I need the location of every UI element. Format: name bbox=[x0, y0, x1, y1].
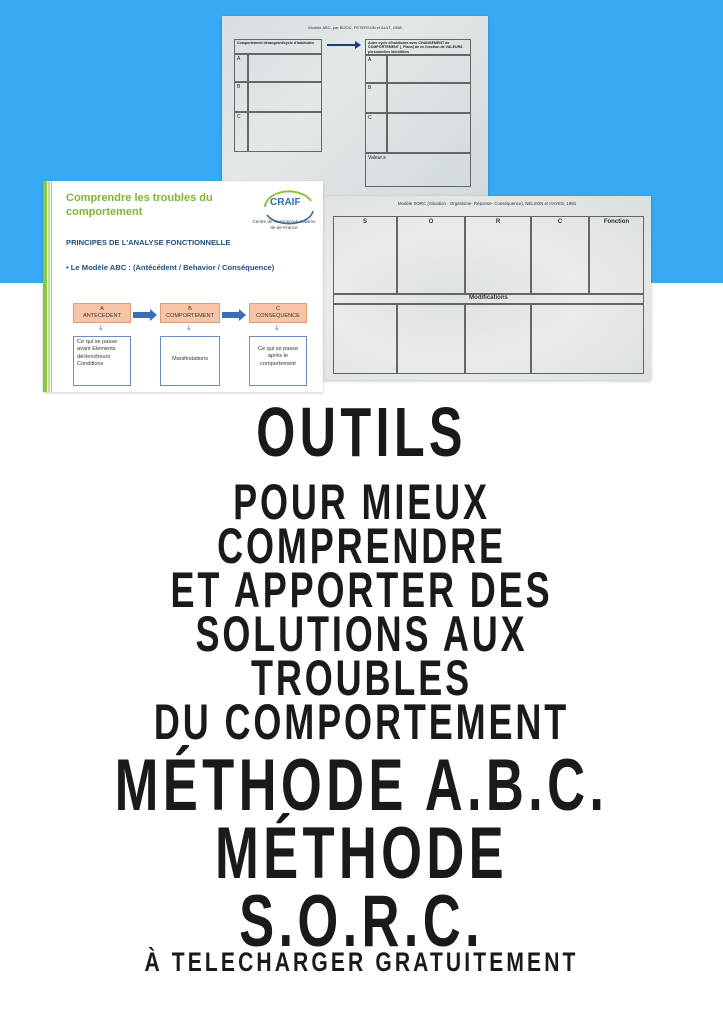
abc-box-a bbox=[73, 303, 131, 323]
abc-desc-a: Ce qui se passe avant Eléments déclencheurs Conditions bbox=[73, 336, 131, 386]
sorc-label-o: O bbox=[428, 219, 434, 225]
abc-left-header: Comportement dérangeant/cycle d'habitudes bbox=[234, 39, 322, 54]
abc-box-label: ANTECEDENT bbox=[83, 312, 121, 319]
abc-sheet-title: Modèle ABC, par BIJOU, PETERSON et AULT, 1968 bbox=[308, 25, 402, 30]
abc-values-row: Valeur.s bbox=[365, 153, 471, 187]
slide-title: Comprendre les troubles du comportement bbox=[66, 192, 213, 219]
subtitle-line: DU COMPORTEMENT bbox=[153, 694, 570, 750]
abc-desc-b: Manifestations bbox=[160, 336, 220, 386]
abc-right-cell-a bbox=[387, 55, 471, 83]
abc-arrow-line bbox=[327, 44, 357, 46]
abc-left-row-c: C bbox=[234, 112, 248, 152]
abc-box-label: CONSEQUENCE bbox=[256, 312, 300, 319]
abc-left-row-b: B bbox=[234, 82, 248, 112]
down-arrow-icon: ↓ bbox=[274, 324, 280, 332]
craif-logo-text: CRAIF bbox=[270, 197, 301, 208]
abc-box-b bbox=[160, 303, 220, 323]
sorc-col-fonction bbox=[589, 216, 644, 294]
method-abc: MÉTHODE A.B.C. bbox=[114, 745, 609, 826]
abc-arrow-head-icon bbox=[355, 41, 361, 49]
subtitle-line: POUR MIEUX COMPRENDRE bbox=[217, 474, 506, 574]
main-title: OUTILS bbox=[256, 393, 467, 471]
sorc-label-fonction: Fonction bbox=[603, 219, 630, 225]
abc-right-row-c: C bbox=[365, 113, 387, 153]
slide-bullet: • Le Modèle ABC : (Antécédent / Behavior / Conséquence) bbox=[66, 263, 275, 272]
sorc-label-s: S bbox=[362, 219, 367, 225]
subtitle-line: SOLUTIONS AUX TROUBLES bbox=[195, 606, 528, 706]
craif-slide bbox=[43, 181, 323, 392]
sorc-sheet-title: Modèle SORC (Situation - Organisme- Réponse- Conséquence), NELSON et HAYES, 1981 bbox=[397, 201, 577, 206]
sorc-label-r: R bbox=[495, 219, 501, 225]
method-sorc: MÉTHODE S.O.R.C. bbox=[214, 813, 509, 962]
download-text: À TELECHARGER GRATUITEMENT bbox=[144, 947, 579, 977]
sorc-worksheet-photo bbox=[323, 196, 651, 380]
abc-box-letter: A bbox=[100, 306, 104, 312]
abc-right-arrow-icon bbox=[133, 312, 151, 318]
sorc-col-c bbox=[531, 216, 589, 294]
abc-right-arrow-icon bbox=[222, 312, 240, 318]
down-arrow-icon: ↓ bbox=[186, 324, 192, 332]
sorc-label-c: C bbox=[557, 219, 563, 225]
subtitle-block bbox=[101, 474, 622, 750]
abc-box-label: COMPORTEMENT bbox=[165, 312, 215, 319]
abc-left-cell-a bbox=[248, 54, 322, 82]
abc-right-cell-c bbox=[387, 113, 471, 153]
sorc-mod-cell bbox=[397, 304, 465, 374]
sorc-col-s bbox=[333, 216, 397, 294]
abc-box-letter: B bbox=[188, 306, 192, 312]
craif-logo-subtitle: Centre de Ressources Autisme Ile-de-France bbox=[252, 219, 316, 230]
abc-desc-c: Ce qui se passe après le comportement bbox=[249, 336, 307, 386]
slide-stripe bbox=[48, 181, 50, 392]
sorc-mod-cell bbox=[465, 304, 531, 374]
abc-left-cell-b bbox=[248, 82, 322, 112]
sorc-mod-cell bbox=[531, 304, 644, 374]
slide-heading: PRINCIPES DE L'ANALYSE FONCTIONNELLE bbox=[66, 238, 231, 247]
abc-box-letter: C bbox=[275, 306, 281, 312]
sorc-col-o bbox=[397, 216, 465, 294]
abc-right-header: Autre cycle d'habitudes avec CHANGEMENT de COMPORTEMENT (_Plans) de en fonction de VALEURS personnelles identifiées bbox=[365, 39, 471, 55]
slide-stripe bbox=[51, 181, 52, 392]
abc-right-row-a: A bbox=[365, 55, 387, 83]
abc-right-row-b: B bbox=[365, 83, 387, 113]
sorc-col-r bbox=[465, 216, 531, 294]
abc-left-row-a: A bbox=[234, 54, 248, 82]
down-arrow-icon: ↓ bbox=[98, 324, 104, 332]
slide-bullet-text: Le Modèle ABC : (Antécédent / Behavior / Conséquence) bbox=[70, 263, 275, 272]
subtitle-line: ET APPORTER DES bbox=[170, 562, 553, 618]
abc-left-cell-c bbox=[248, 112, 322, 152]
abc-right-cell-b bbox=[387, 83, 471, 113]
slide-stripe bbox=[43, 181, 47, 392]
sorc-modifications-label: Modifications bbox=[469, 295, 508, 301]
abc-box-c bbox=[249, 303, 307, 323]
sorc-mod-cell bbox=[333, 304, 397, 374]
